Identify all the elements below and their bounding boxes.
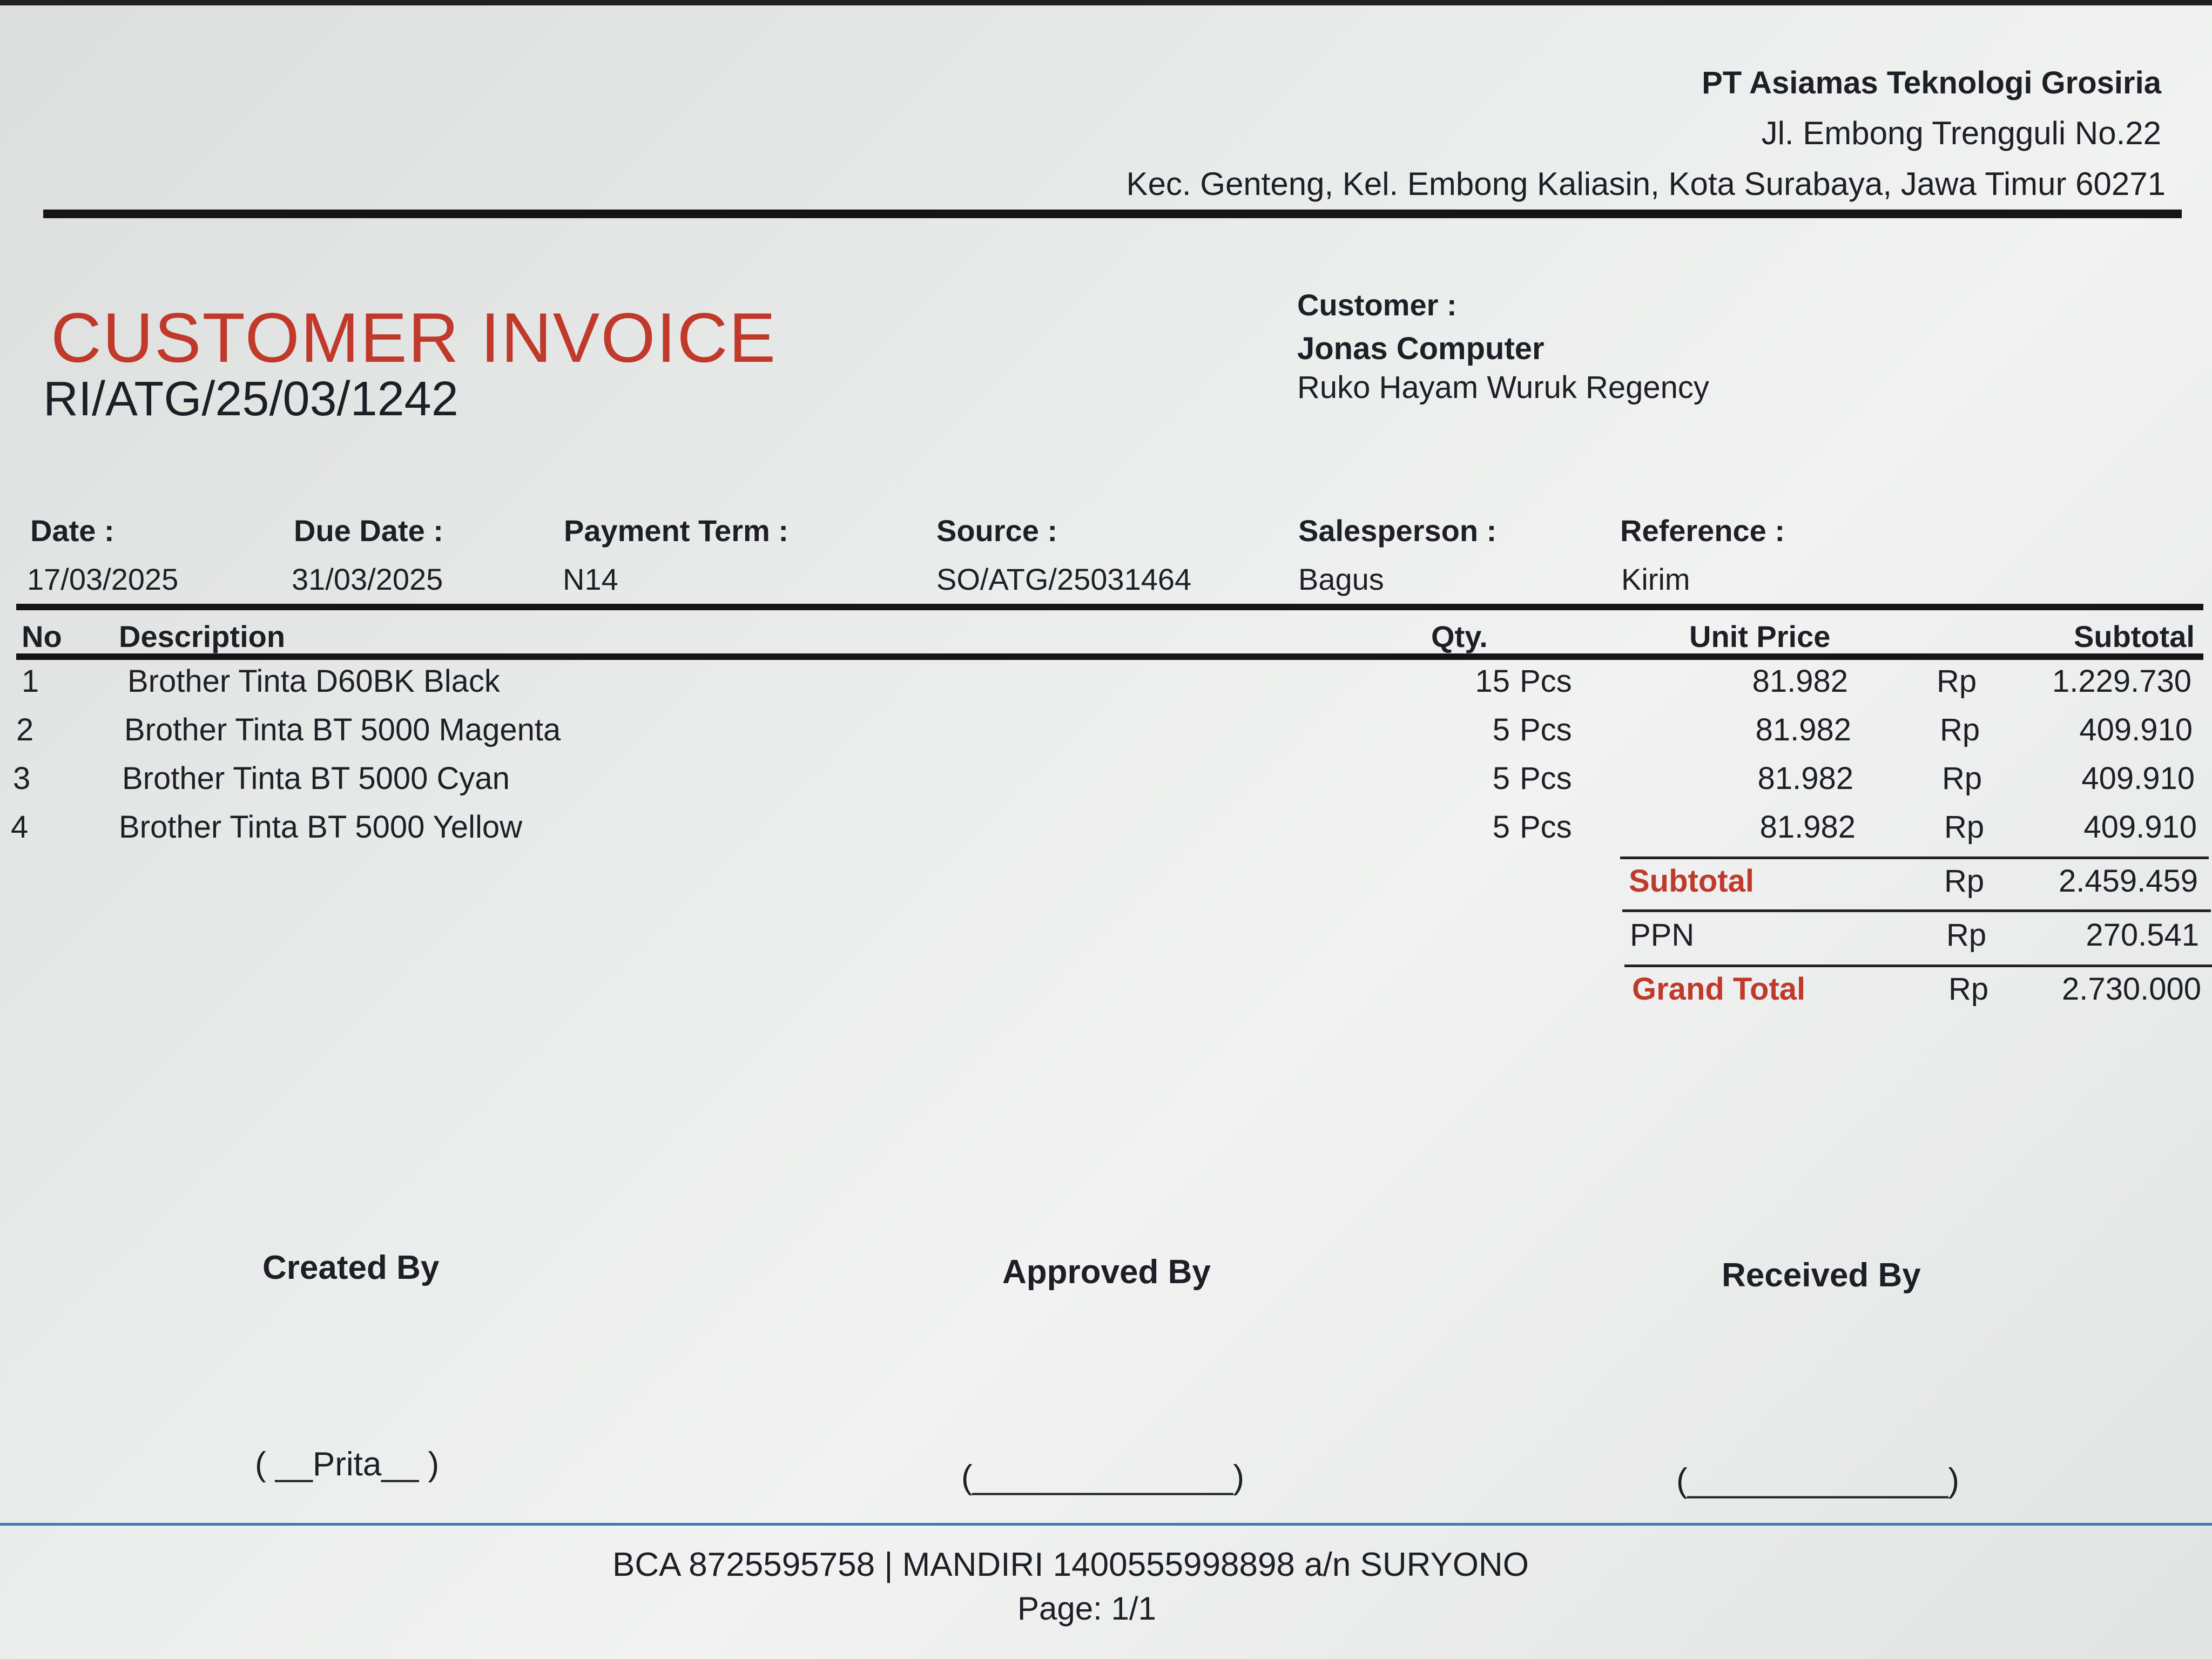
ppn-row (0, 917, 2212, 966)
table-row (0, 760, 2212, 809)
approved-by-signature-line: (______________) (961, 1459, 1245, 1496)
approved-by-label: Approved By (1002, 1253, 1211, 1291)
ppn-currency: Rp (1946, 918, 1987, 953)
footer-bank-info: BCA 8725595758 | MANDIRI 1400555998898 a/n SURYONO (612, 1546, 1529, 1583)
row-unit: Pcs (1520, 810, 1572, 845)
row-unit: Pcs (1520, 664, 1572, 699)
row-unit-price: 81.982 (1752, 664, 1848, 699)
subtotal-currency: Rp (1944, 864, 1985, 899)
header-divider (43, 210, 2182, 218)
row-qty: 5 (1492, 761, 1510, 796)
payment-term-value: N14 (563, 562, 618, 596)
subtotal-label: Subtotal (1629, 864, 1754, 899)
row-currency: Rp (1937, 664, 1977, 699)
reference-label: Reference : (1620, 514, 1785, 548)
row-unit-price: 81.982 (1755, 712, 1851, 747)
row-currency: Rp (1940, 712, 1980, 747)
invoice-title: CUSTOMER INVOICE (51, 298, 777, 377)
due-date-value: 31/03/2025 (292, 562, 443, 596)
col-header-subtotal: Subtotal (2074, 619, 2195, 653)
row-qty: 15 (1475, 664, 1510, 699)
table-row (0, 663, 2212, 712)
page-number: Page: 1/1 (1017, 1590, 1156, 1627)
grand-total-label: Grand Total (1632, 972, 1806, 1007)
company-name: PT Asiamas Teknologi Grosiria (1702, 65, 2161, 100)
company-address-line1: Jl. Embong Trengguli No.22 (1761, 115, 2161, 151)
row-currency: Rp (1944, 810, 1985, 845)
row-description: Brother Tinta BT 5000 Magenta (124, 712, 561, 747)
totals-divider (1620, 857, 2209, 859)
row-subtotal: 1.229.730 (2052, 664, 2191, 699)
salesperson-label: Salesperson : (1298, 514, 1497, 548)
created-by-signature-line: ( __Prita__ ) (255, 1446, 440, 1483)
row-unit-price: 81.982 (1757, 761, 1853, 796)
source-value: SO/ATG/25031464 (936, 562, 1192, 596)
row-description: Brother Tinta D60BK Black (127, 664, 500, 699)
subtotal-row (0, 863, 2212, 912)
row-qty: 5 (1492, 712, 1510, 747)
totals-divider (1624, 965, 2212, 967)
ppn-value: 270.541 (2086, 918, 2199, 953)
payment-term-label: Payment Term : (564, 514, 788, 548)
totals-divider (1622, 909, 2211, 912)
table-row (0, 712, 2212, 760)
row-unit: Pcs (1520, 761, 1572, 796)
col-header-unit-price: Unit Price (1689, 619, 1831, 653)
received-by-signature-line: (______________) (1676, 1462, 1960, 1499)
ppn-label: PPN (1630, 918, 1695, 953)
footer-divider (0, 1523, 2212, 1526)
grand-total-row (0, 971, 2212, 1020)
row-description: Brother Tinta BT 5000 Cyan (122, 761, 510, 796)
grand-total-currency: Rp (1948, 972, 1989, 1007)
received-by-label: Received By (1722, 1257, 1921, 1294)
grand-total-value: 2.730.000 (2061, 972, 2201, 1007)
due-date-label: Due Date : (294, 514, 443, 548)
col-header-no: No (22, 619, 62, 653)
customer-address: Ruko Hayam Wuruk Regency (1297, 370, 1709, 405)
subtotal-value: 2.459.459 (2058, 864, 2198, 899)
company-address-line2: Kec. Genteng, Kel. Embong Kaliasin, Kota Surabaya, Jawa Timur 60271 (1126, 166, 2166, 202)
row-no: 3 (13, 761, 31, 796)
source-label: Source : (936, 514, 1058, 548)
row-subtotal: 409.910 (2081, 761, 2195, 796)
customer-name: Jonas Computer (1297, 331, 1545, 366)
meta-divider (16, 604, 2203, 610)
row-no: 4 (11, 810, 29, 845)
row-unit: Pcs (1520, 712, 1572, 747)
row-no: 1 (22, 664, 39, 699)
date-label: Date : (30, 514, 114, 548)
row-qty: 5 (1492, 810, 1510, 845)
row-currency: Rp (1942, 761, 1982, 796)
row-no: 2 (16, 712, 34, 747)
salesperson-value: Bagus (1298, 562, 1384, 596)
table-header-divider (16, 653, 2203, 660)
col-header-qty: Qty. (1431, 619, 1488, 653)
invoice-number: RI/ATG/25/03/1242 (43, 372, 458, 426)
top-edge-bar (0, 0, 2212, 5)
date-value: 17/03/2025 (27, 562, 179, 596)
customer-label: Customer : (1297, 288, 1457, 322)
table-row (0, 809, 2212, 858)
row-unit-price: 81.982 (1759, 810, 1856, 845)
created-by-label: Created By (262, 1249, 440, 1286)
col-header-description: Description (119, 619, 286, 653)
row-subtotal: 409.910 (2079, 712, 2193, 747)
row-subtotal: 409.910 (2083, 810, 2197, 845)
row-description: Brother Tinta BT 5000 Yellow (119, 810, 522, 845)
reference-value: Kirim (1621, 562, 1690, 596)
